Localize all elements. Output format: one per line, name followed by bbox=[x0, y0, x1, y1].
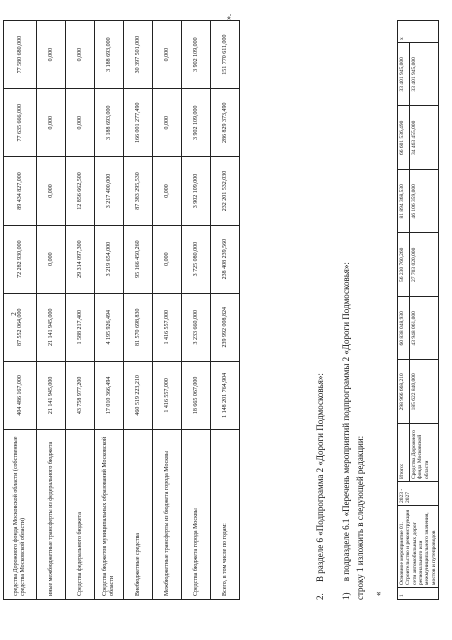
funding-value-cell: 0,000 bbox=[66, 89, 95, 157]
paragraph-1 bbox=[340, 262, 352, 600]
funding-value-cell: 3 902 109,000 bbox=[182, 89, 211, 157]
funding-table-body bbox=[4, 21, 240, 600]
funding-value-cell: 0,000 bbox=[153, 157, 182, 225]
closing-quote: ». bbox=[224, 14, 233, 20]
funding-value-cell: 72 282 930,000 bbox=[4, 225, 37, 293]
funding-value-cell: 3 188 693,000 bbox=[95, 89, 124, 157]
funding-table bbox=[3, 20, 240, 600]
opening-quote: « bbox=[373, 591, 383, 596]
result-mark-cell: х bbox=[398, 21, 439, 43]
funding-row bbox=[95, 21, 124, 600]
funding-value-cell: 30 397 501,000 bbox=[124, 21, 153, 89]
paragraph-2-number: 2. bbox=[315, 593, 325, 600]
funding-value-cell: 0,000 bbox=[37, 157, 66, 225]
funding-value-cell: 3 188 693,000 bbox=[95, 21, 124, 89]
funding-value-cell: 3 217 400,000 bbox=[95, 157, 124, 225]
funding-value-cell: 3 233 660,000 bbox=[182, 293, 211, 361]
funding-value-cell: 0,000 bbox=[37, 225, 66, 293]
funding-value-cell: 0,000 bbox=[66, 21, 95, 89]
total-value-cell: 298 966 668,210 bbox=[398, 360, 410, 424]
funding-row bbox=[66, 21, 95, 600]
funding-value-cell: 3 902 109,000 bbox=[182, 157, 211, 225]
source-value-cell: 185 622 840,000 bbox=[410, 360, 439, 424]
funding-source-label: Межбюджетные трансферты из бюджета города Москвы bbox=[153, 430, 182, 600]
funding-source-label: Средства бюджетов муниципальных образований Московской области bbox=[95, 430, 124, 600]
funding-value-cell: 3 219 654,000 bbox=[95, 225, 124, 293]
funding-value-cell: 460 519 223,210 bbox=[124, 361, 153, 429]
funding-value-cell: 4 195 926,494 bbox=[95, 293, 124, 361]
row-number-cell: 1 bbox=[398, 588, 439, 600]
measures-table bbox=[397, 20, 439, 600]
funding-value-cell: 95 166 450,260 bbox=[124, 225, 153, 293]
funding-value-cell: 89 434 827,000 bbox=[4, 157, 37, 225]
funding-source-label: Внебюджетные средства bbox=[124, 430, 153, 600]
item-name-cell: Основное мероприятие 01. Строительство и реконструкция сети автомобильных дорог регионального или межмуниципального значения, мостов и путепроводов bbox=[398, 506, 439, 588]
total-value-cell: 60 838 048,930 bbox=[398, 297, 410, 361]
funding-value-cell: 1 148 201 764,904 bbox=[211, 361, 240, 429]
source-value-cell: 33 401 945,000 bbox=[410, 43, 439, 107]
funding-value-cell: 1 588 217,400 bbox=[66, 293, 95, 361]
funding-row bbox=[124, 21, 153, 600]
page-number: 2 bbox=[10, 312, 18, 316]
source-value-cell: 43 948 061,000 bbox=[410, 297, 439, 361]
funding-value-cell: 12 856 662,500 bbox=[66, 157, 95, 225]
funding-value-cell: 18 665 067,000 bbox=[182, 361, 211, 429]
years-cell: 2023 - 2027 bbox=[398, 482, 439, 506]
funding-value-cell: 151 770 611,000 bbox=[211, 21, 240, 89]
funding-value-cell: 232 201 532,030 bbox=[211, 157, 240, 225]
funding-value-cell: 1 416 557,000 bbox=[153, 293, 182, 361]
total-value-cell: 56 230 760,260 bbox=[398, 233, 410, 297]
funding-value-cell: 0,000 bbox=[153, 21, 182, 89]
source-value-cell: 46 106 359,000 bbox=[410, 170, 439, 234]
funding-value-cell: 286 829 373,490 bbox=[211, 89, 240, 157]
funding-value-cell: 0,000 bbox=[37, 89, 66, 157]
paragraph-1-number: 1) bbox=[341, 592, 351, 600]
funding-value-cell: 21 141 945,000 bbox=[37, 293, 66, 361]
funding-source-label: иные межбюджетные трансферты из федерального бюджета bbox=[37, 430, 66, 600]
funding-row bbox=[4, 21, 37, 600]
paragraph-2-text: В разделе 6 «Подпрограмма 2 «Дороги Подмосковья»: bbox=[315, 373, 325, 582]
paragraph-1-continued: строку 1 изложить в следующей редакции: bbox=[355, 435, 365, 600]
paragraph-1-text-line1: в подразделе 6.1 «Перечень мероприятий подпрограммы 2 «Дороги Подмосковья»: bbox=[341, 262, 351, 582]
funding-value-cell: 81 570 698,830 bbox=[124, 293, 153, 361]
funding-row bbox=[211, 21, 240, 600]
funding-value-cell: 1 416 557,000 bbox=[153, 361, 182, 429]
funding-source-label: средства Дорожного фонда Московской области (собственные средства Московской области) bbox=[4, 430, 37, 600]
measures-row-total bbox=[398, 21, 410, 600]
funding-value-cell: 239 992 008,824 bbox=[211, 293, 240, 361]
funding-source-label: Средства федерального бюджета bbox=[66, 430, 95, 600]
funding-value-cell: 87 552 064,000 bbox=[4, 293, 37, 361]
funding-value-cell: 77 580 680,000 bbox=[4, 21, 37, 89]
total-value-cell: 81 894 368,530 bbox=[398, 170, 410, 234]
funding-value-cell: 0,000 bbox=[153, 89, 182, 157]
funding-value-cell: 404 486 167,000 bbox=[4, 361, 37, 429]
funding-value-cell: 166 001 277,490 bbox=[124, 89, 153, 157]
total-value-cell: 66 601 536,490 bbox=[398, 106, 410, 170]
paragraph-2 bbox=[314, 373, 326, 600]
funding-value-cell: 0,000 bbox=[37, 21, 66, 89]
source-value-cell: 34 463 455,000 bbox=[410, 106, 439, 170]
funding-source-label: Всего, в том числе по годам: bbox=[211, 430, 240, 600]
funding-value-cell: 21 141 945,000 bbox=[37, 361, 66, 429]
total-label-cell: Итого: bbox=[398, 424, 410, 482]
funding-value-cell: 43 758 977,200 bbox=[66, 361, 95, 429]
funding-source-label: Средства бюджета города Москвы bbox=[182, 430, 211, 600]
source-value-cell: 27 703 020,000 bbox=[410, 233, 439, 297]
funding-row bbox=[37, 21, 66, 600]
funding-row bbox=[182, 21, 211, 600]
total-value-cell: 33 401 945,000 bbox=[398, 43, 410, 107]
funding-value-cell: 17 010 366,494 bbox=[95, 361, 124, 429]
funding-value-cell: 77 635 666,000 bbox=[4, 89, 37, 157]
funding-value-cell: 29 314 097,300 bbox=[66, 225, 95, 293]
funding-value-cell: 238 408 239,560 bbox=[211, 225, 240, 293]
funding-value-cell: 3 902 109,000 bbox=[182, 21, 211, 89]
funding-value-cell: 0,000 bbox=[153, 225, 182, 293]
funding-row bbox=[153, 21, 182, 600]
funding-value-cell: 3 725 080,000 bbox=[182, 225, 211, 293]
funding-value-cell: 87 383 295,530 bbox=[124, 157, 153, 225]
source-label-cell: Средства Дорожного фонда Московской области bbox=[410, 424, 439, 482]
